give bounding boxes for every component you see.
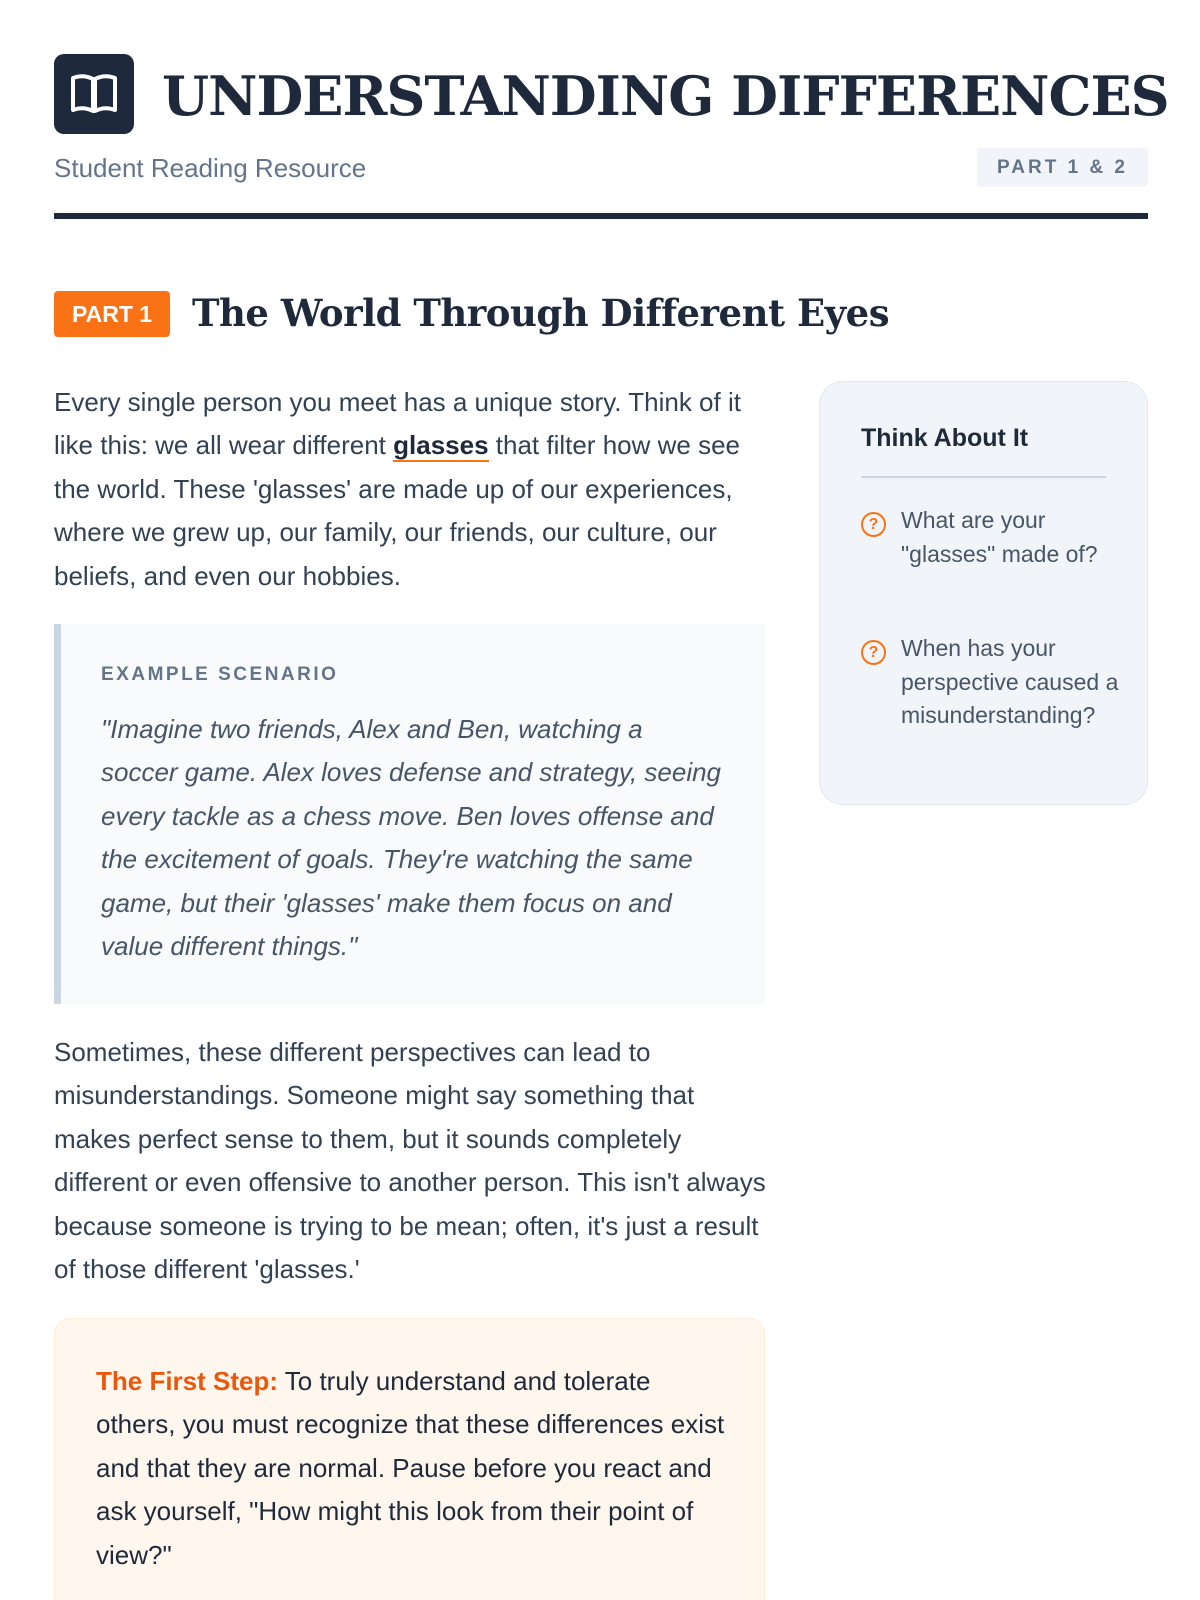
header-divider bbox=[54, 213, 1148, 219]
question-circle-icon: ? bbox=[861, 512, 886, 537]
open-book-icon-glyph bbox=[69, 72, 119, 116]
misunderstanding-paragraph: Sometimes, these different perspectives can lead to misunderstandings. Someone might say something that makes perfect sense to them, but it sounds completely different or even offensive to another person. This isn't always because someone is trying to be mean; often, it's just a result of those different 'glasses.' bbox=[54, 1037, 766, 1285]
section-part-tag: PART 1 bbox=[54, 291, 170, 337]
sidebar-title: Think About It bbox=[861, 424, 1029, 452]
open-book-icon bbox=[54, 54, 134, 134]
intro-paragraph bbox=[54, 381, 766, 598]
think-about-it-sidebar bbox=[819, 381, 1148, 805]
callout-text bbox=[96, 1360, 736, 1577]
question-text: What are your "glasses" made of? bbox=[901, 507, 1098, 567]
first-step-callout bbox=[54, 1318, 765, 1600]
scenario-quote: "Imagine two friends, Alex and Ben, watching a soccer game. Alex loves defense and strategy, seeing every tackle as a chess move. Ben loves offense and the excitement of goals. They're watching the same game, but their 'glasses' make them focus on and value different things." bbox=[101, 714, 722, 962]
callout-lead: The First Step: bbox=[96, 1366, 279, 1396]
page bbox=[54, 0, 1169, 1600]
intro-text-end: that filter how we see the world. These 'glasses' are made up of our experiences, where we grew up, our family, our friends, our culture, our beliefs, and even our hobbies. bbox=[54, 430, 740, 591]
page-subtitle: Student Reading Resource bbox=[54, 153, 367, 183]
sidebar-divider bbox=[861, 476, 1106, 478]
section-title: The World Through Different Eyes bbox=[192, 291, 890, 335]
question-text: When has your perspective caused a misunderstanding? bbox=[901, 635, 1119, 728]
scenario-label: EXAMPLE SCENARIO bbox=[101, 664, 339, 685]
callout-body: To truly understand and tolerate others, you must recognize that these differences exist and that they are normal. Pause before you react and ask yourself, "How might this look from their point of view?" bbox=[96, 1366, 725, 1570]
question-circle-icon: ? bbox=[861, 640, 886, 665]
part-badge: PART 1 & 2 bbox=[977, 148, 1148, 187]
intro-text-start: Every single person you meet has a unique story. Think of it like this: we all wear different bbox=[54, 387, 741, 461]
header bbox=[54, 54, 1169, 134]
keyword-glasses: glasses bbox=[393, 430, 489, 461]
example-scenario-block bbox=[54, 624, 765, 1004]
page-title: UNDERSTANDING DIFFERENCES bbox=[162, 64, 1169, 128]
